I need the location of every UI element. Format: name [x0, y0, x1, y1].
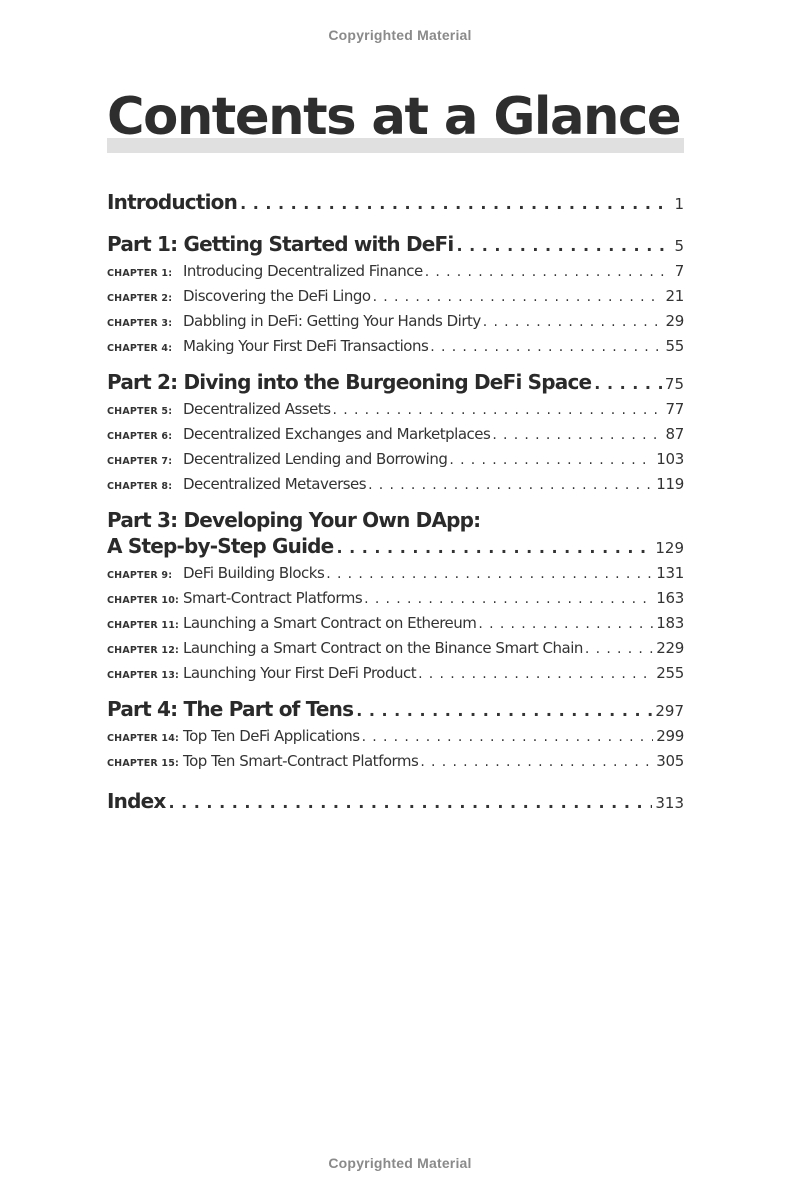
part-title: A Step-by-Step Guide [107, 534, 334, 558]
chapter-number: CHAPTER 4: [107, 343, 173, 354]
toc-page-number: 129 [655, 539, 684, 557]
toc-part-1[interactable] [107, 232, 684, 262]
toc-chapter-14[interactable] [107, 727, 684, 752]
toc-page-number: 21 [665, 287, 684, 305]
dot-leader [490, 427, 662, 443]
chapter-title: Launching Your First DeFi Product [183, 664, 417, 682]
chapter-title: Smart-Contract Platforms [183, 589, 363, 607]
toc-chapter-11[interactable] [107, 614, 684, 639]
dot-leader [237, 194, 671, 213]
toc-part-4[interactable] [107, 697, 684, 727]
chapter-title: Introducing Decentralized Finance [183, 262, 423, 280]
chapter-number: CHAPTER 10: [107, 595, 180, 606]
toc-page-number: 183 [656, 614, 684, 632]
toc-entry-introduction[interactable] [107, 190, 684, 220]
dot-leader [453, 236, 671, 255]
toc-page-number: 313 [655, 794, 684, 812]
toc-page-number: 163 [656, 589, 684, 607]
toc-page-number: 75 [664, 375, 684, 393]
toc-chapter-9[interactable] [107, 564, 684, 589]
chapter-number: CHAPTER 13: [107, 670, 180, 681]
dot-leader [481, 314, 663, 330]
dot-leader [353, 701, 652, 720]
page-title: Contents at a Glance [107, 87, 681, 147]
part-title: Part 1: Getting Started with DeFi [107, 232, 454, 256]
dot-leader [324, 566, 653, 582]
toc-page-number: 119 [656, 475, 684, 493]
toc-entry-label: Introduction [107, 190, 238, 214]
dot-leader [333, 538, 652, 557]
toc-chapter-3[interactable] [107, 312, 684, 337]
toc-page-number: 1 [674, 195, 684, 213]
chapter-title: Discovering the DeFi Lingo [183, 287, 371, 305]
dot-leader [165, 793, 652, 812]
copyright-watermark-bottom: Copyrighted Material [328, 1155, 472, 1171]
dot-leader [423, 264, 672, 280]
toc-chapter-7[interactable] [107, 450, 684, 475]
dot-leader [476, 616, 653, 632]
toc-entry-index[interactable] [107, 789, 684, 819]
chapter-number: CHAPTER 2: [107, 293, 173, 304]
toc-page-number: 297 [655, 702, 684, 720]
toc-page-number: 229 [656, 639, 684, 657]
toc-entry-label: Index [107, 789, 166, 813]
page-title-block [107, 86, 684, 156]
toc-chapter-4[interactable] [107, 337, 684, 362]
dot-leader [362, 591, 653, 607]
chapter-number: CHAPTER 15: [107, 758, 180, 769]
dot-leader [583, 641, 653, 657]
chapter-title: Top Ten DeFi Applications [183, 727, 360, 745]
toc-part-3[interactable] [107, 534, 684, 564]
toc-part-2[interactable] [107, 370, 684, 400]
copyright-watermark-top: Copyrighted Material [328, 27, 472, 43]
toc-chapter-8[interactable] [107, 475, 684, 500]
toc-chapter-13[interactable] [107, 664, 684, 689]
chapter-number: CHAPTER 14: [107, 733, 180, 744]
toc-part-3-line1[interactable]: Part 3: Developing Your Own DApp: [107, 508, 481, 532]
chapter-title: Launching a Smart Contract on Ethereum [183, 614, 477, 632]
toc-page-number: 55 [665, 337, 684, 355]
toc-page-number: 255 [656, 664, 684, 682]
toc-chapter-12[interactable] [107, 639, 684, 664]
chapter-title: Decentralized Lending and Borrowing [183, 450, 448, 468]
chapter-number: CHAPTER 12: [107, 645, 180, 656]
toc-page-number: 29 [665, 312, 684, 330]
chapter-number: CHAPTER 7: [107, 456, 173, 467]
dot-leader [418, 754, 653, 770]
dot-leader [331, 402, 663, 418]
chapter-title: Making Your First DeFi Transactions [183, 337, 429, 355]
toc-page-number: 87 [665, 425, 684, 443]
toc-page-number: 5 [674, 237, 684, 255]
toc-chapter-5[interactable] [107, 400, 684, 425]
toc-page-number: 77 [665, 400, 684, 418]
chapter-number: CHAPTER 6: [107, 431, 173, 442]
chapter-title: DeFi Building Blocks [183, 564, 325, 582]
dot-leader [371, 289, 663, 305]
toc-chapter-10[interactable] [107, 589, 684, 614]
part-title: Part 2: Diving into the Burgeoning DeFi Space [107, 370, 592, 394]
dot-leader [447, 452, 653, 468]
chapter-title: Decentralized Metaverses [183, 475, 367, 493]
toc-chapter-1[interactable] [107, 262, 684, 287]
toc-page-number: 131 [656, 564, 684, 582]
dot-leader [416, 666, 653, 682]
toc-chapter-2[interactable] [107, 287, 684, 312]
chapter-title: Decentralized Assets [183, 400, 331, 418]
chapter-title: Decentralized Exchanges and Marketplaces [183, 425, 491, 443]
dot-leader [360, 729, 654, 745]
chapter-title: Launching a Smart Contract on the Binance Smart Chain [183, 639, 583, 657]
toc-chapter-15[interactable] [107, 752, 684, 777]
dot-leader [428, 339, 662, 355]
chapter-number: CHAPTER 8: [107, 481, 173, 492]
chapter-title: Top Ten Smart-Contract Platforms [183, 752, 419, 770]
chapter-number: CHAPTER 5: [107, 406, 173, 417]
chapter-number: CHAPTER 9: [107, 570, 173, 581]
toc-page-number: 299 [656, 727, 684, 745]
chapter-number: CHAPTER 11: [107, 620, 180, 631]
chapter-title: Dabbling in DeFi: Getting Your Hands Dirty [183, 312, 481, 330]
table-of-contents [107, 190, 684, 819]
chapter-number: CHAPTER 1: [107, 268, 173, 279]
toc-page-number: 305 [656, 752, 684, 770]
toc-chapter-6[interactable] [107, 425, 684, 450]
dot-leader [366, 477, 653, 493]
dot-leader [591, 374, 662, 393]
chapter-number: CHAPTER 3: [107, 318, 173, 329]
toc-page-number: 103 [656, 450, 684, 468]
part-title: Part 4: The Part of Tens [107, 697, 354, 721]
toc-page-number: 7 [674, 262, 684, 280]
